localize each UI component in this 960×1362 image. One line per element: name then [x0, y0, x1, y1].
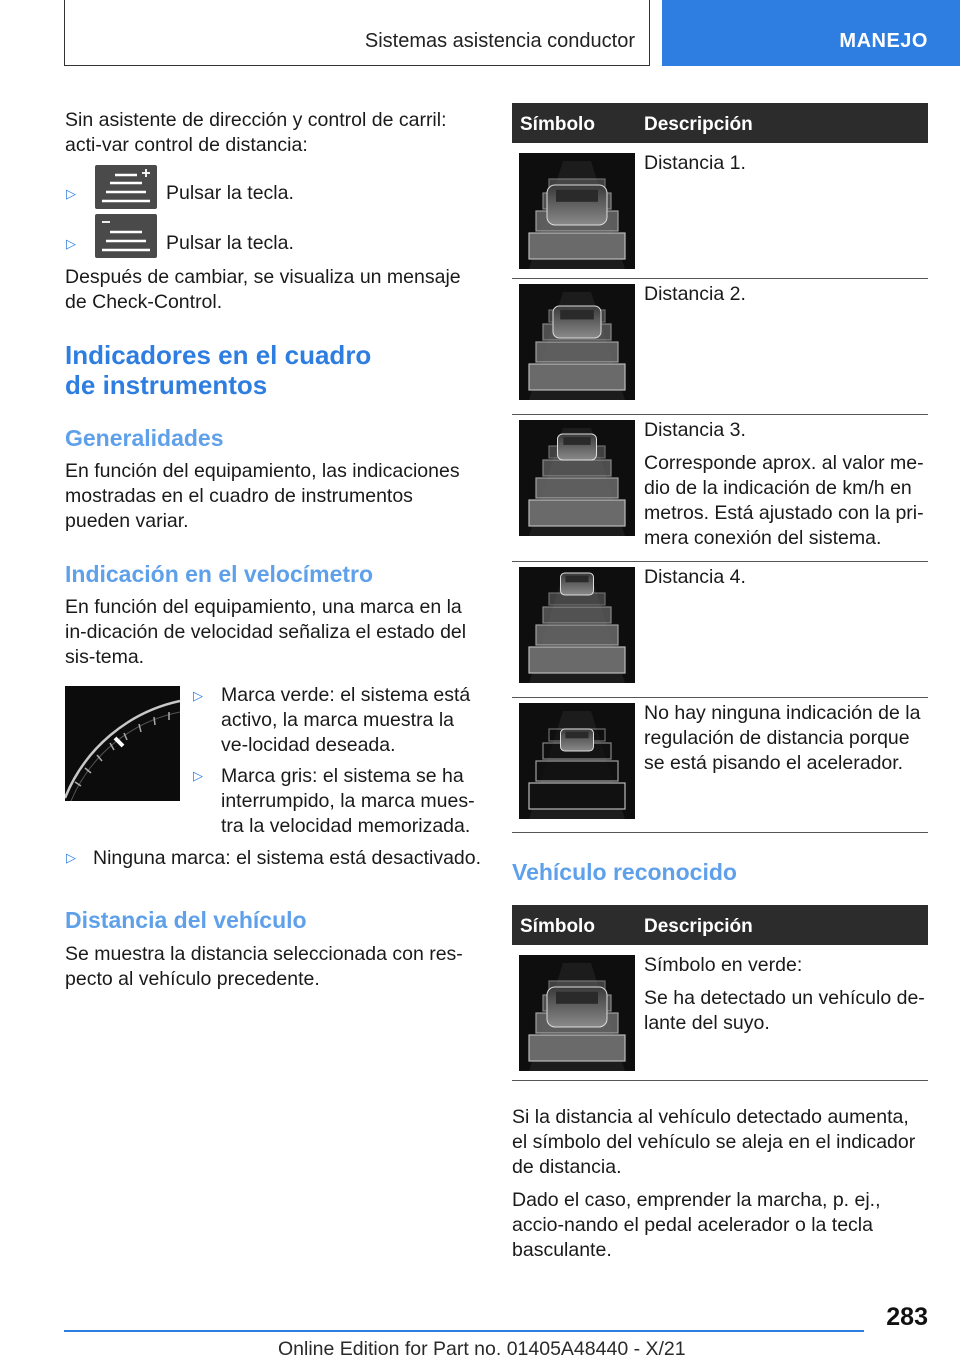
table1-header	[512, 103, 928, 143]
bullet-triangle-icon: ▷	[66, 850, 76, 865]
table-row-divider	[512, 1080, 928, 1081]
page-number: 283	[886, 1303, 928, 1331]
vehicle-detected-icon	[519, 955, 635, 1071]
closing-text-2: Dado el caso, emprender la marcha, p. ej., accio-nando el pedal acelerador o la tecla basculante.	[512, 1189, 881, 1261]
table-row-divider	[512, 697, 928, 698]
table-row-divider	[512, 278, 928, 279]
mark-none-text: Ninguna marca: el sistema está desactivado.	[93, 847, 482, 869]
mark-gray-text: Marca gris: el sistema se ha interrumpido, la marca mues-tra la velocidad memorizada.	[221, 765, 475, 837]
table1-col-description: Descripción	[644, 114, 753, 135]
speedometer-text: En función del equipamiento, una marca en la in-dicación de velocidad señaliza el estado del sis-tema.	[65, 596, 467, 668]
table-row-description	[644, 282, 926, 307]
footer-divider	[64, 1330, 864, 1332]
header-section-title: Sistemas asistencia conductor	[364, 30, 635, 52]
speedometer-image	[65, 686, 180, 801]
bullet-triangle-icon: ▷	[193, 768, 203, 783]
general-text: En función del equipamiento, las indicaciones mostradas en el cuadro de instrumentos pueden variar.	[65, 460, 460, 532]
table2-header	[512, 905, 928, 945]
heading-general: Generalidades	[65, 425, 224, 451]
description-line: Distancia 4.	[644, 566, 746, 588]
distance-text: Se muestra la distancia seleccionada con res-pecto al vehículo precedente.	[65, 943, 463, 990]
bullet-triangle-icon: ▷	[66, 186, 76, 201]
closing-text-1: Si la distancia al vehículo detectado aumenta, el símbolo del vehículo se aleja en el indicador de distancia.	[512, 1106, 916, 1178]
table-row-divider	[512, 414, 928, 415]
step-2-text: Pulsar la tecla.	[166, 232, 294, 254]
after-change-text: Después de cambiar, se visualiza un mensaje de Check-Control.	[65, 266, 461, 313]
header-chapter-title: MANEJO	[839, 30, 928, 52]
heading-speedometer: Indicación en el velocímetro	[65, 561, 374, 587]
header-chapter-tab	[662, 0, 960, 66]
distance-1-icon	[519, 153, 635, 269]
mark-green-text: Marca verde: el sistema está activo, la marca muestra la ve-locidad deseada.	[221, 684, 471, 756]
table-row-divider	[512, 561, 928, 562]
bullet-triangle-icon: ▷	[193, 688, 203, 703]
distance-4-icon	[519, 567, 635, 683]
distance-increase-button-icon	[95, 165, 157, 209]
table2-col-description: Descripción	[644, 916, 753, 937]
description-line: Se ha detectado un vehículo de-lante del suyo.	[644, 987, 925, 1034]
step-1-text: Pulsar la tecla.	[166, 182, 294, 204]
table2-col-symbol: Símbolo	[520, 916, 595, 937]
header-section-box	[64, 0, 650, 66]
heading-indicators: Indicadores en el cuadro de instrumentos	[65, 340, 372, 400]
distance-decrease-button-icon	[95, 214, 157, 258]
description-line: Distancia 2.	[644, 283, 746, 305]
table1-col-symbol: Símbolo	[520, 114, 595, 135]
table-row-description	[644, 418, 926, 551]
heading-vehicle-distance: Distancia del vehículo	[65, 907, 307, 933]
description-line: Corresponde aprox. al valor me-dio de la indicación de km/h en metros. Está ajustado con la pri-mera conexión del sistema.	[644, 452, 924, 549]
intro-text: Sin asistente de dirección y control de carril: acti-var control de distancia:	[65, 109, 447, 156]
description-line: No hay ninguna indicación de la regulación de distancia porque se está pisando el acelerador.	[644, 702, 921, 774]
table-row-description	[644, 953, 926, 1036]
table-row-divider	[512, 832, 928, 833]
table-row-description	[644, 701, 926, 776]
footer-edition: Online Edition for Part no. 01405A48440 - X/21	[278, 1338, 686, 1360]
distance-2-icon	[519, 284, 635, 400]
table-row-description	[644, 151, 926, 176]
description-line: Símbolo en verde:	[644, 954, 803, 976]
heading-vehicle-recognized: Vehículo reconocido	[512, 859, 737, 885]
no-distance-indication-icon	[519, 703, 635, 819]
description-line: Distancia 1.	[644, 152, 746, 174]
distance-3-icon	[519, 420, 635, 536]
table-row-description	[644, 565, 926, 590]
description-line: Distancia 3.	[644, 419, 746, 441]
bullet-triangle-icon: ▷	[66, 236, 76, 251]
